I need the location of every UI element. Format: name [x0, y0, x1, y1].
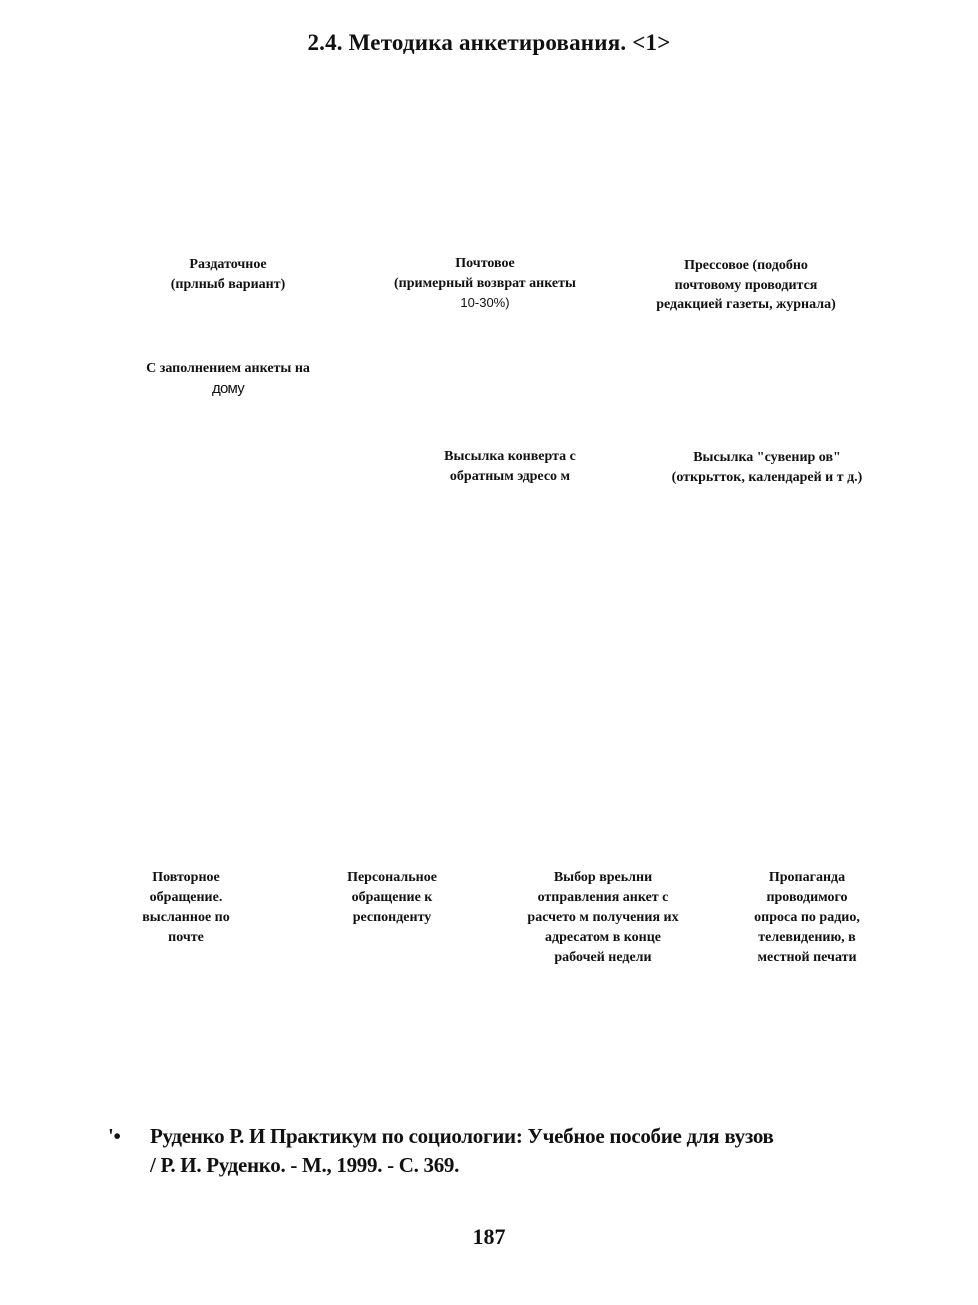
- node-press-line1: Прессовое (подобно: [684, 258, 808, 273]
- node-repeat-line1: Повторное: [152, 870, 220, 885]
- footnote-text: [150, 1122, 774, 1180]
- node-at-home: [118, 359, 338, 398]
- node-postal-line3: 10-30%): [460, 295, 510, 310]
- node-postal-line2: (примерный возврат анкеты: [394, 275, 576, 291]
- node-promotion-line3: опроса по радио,: [754, 910, 860, 925]
- node-at-home-line1: С заполнением анкеты на: [146, 361, 310, 376]
- node-press: [636, 256, 856, 315]
- node-promotion-line2: проводимого: [766, 890, 848, 905]
- node-promotion-line5: местной печати: [757, 950, 857, 965]
- node-repeat-line4: почте: [168, 930, 204, 945]
- node-timing-line2: отправления анкет с: [537, 890, 669, 905]
- node-postal: [372, 254, 598, 313]
- node-at-home-line2: дому: [212, 379, 244, 397]
- node-timing: [508, 868, 698, 968]
- node-personal-line3: респонденту: [352, 910, 432, 925]
- node-timing-line3: расчето м получения их: [527, 910, 679, 925]
- node-envelope-line1: Высылка конверта с: [444, 449, 576, 464]
- node-personal-line1: Персональное: [347, 870, 437, 885]
- footnote-line2: / Р. И. Руденко. - М., 1999. - С. 369.: [150, 1153, 460, 1177]
- node-timing-line5: рабочей недели: [554, 950, 652, 965]
- footnote-line1: Руденко Р. И Практикум по социологии: Учебное пособие для вузов: [150, 1124, 774, 1148]
- node-handout-line1: Раздаточное: [189, 257, 267, 272]
- node-handout-line2: (прлныб вариант): [170, 276, 286, 292]
- footnote: [108, 1122, 968, 1182]
- node-repeat: [116, 868, 256, 948]
- node-promotion-line1: Пропаганда: [768, 870, 846, 885]
- page-title: 2.4. Методика анкетирования. <1>: [307, 30, 671, 55]
- node-promotion: [732, 868, 882, 968]
- page-number: 187: [472, 1224, 506, 1249]
- node-handout: [128, 255, 328, 294]
- node-personal-line2: обращение к: [351, 890, 433, 905]
- node-postal-line1: Почтовое: [455, 256, 515, 271]
- node-repeat-line3: высланное по: [142, 910, 230, 925]
- node-press-line3: редакцией газеты, журнала): [656, 297, 836, 312]
- node-promotion-line4: телевидению, в: [758, 930, 856, 945]
- node-souvenirs-line1: Высылка "сувенир ов": [693, 450, 841, 465]
- node-repeat-line2: обращение.: [149, 890, 223, 905]
- node-souvenirs-line2: (открьтток, календарей и т д.): [671, 469, 863, 485]
- footnote-marker: '•: [108, 1124, 121, 1148]
- node-timing-line1: Выбор вреьлни: [553, 870, 653, 885]
- node-envelope: [400, 447, 620, 486]
- node-personal: [322, 868, 462, 928]
- node-souvenirs: [642, 448, 892, 487]
- node-envelope-line2: обратным эдресо м: [449, 468, 571, 484]
- node-timing-line4: адресатом в конце: [544, 930, 662, 945]
- node-press-line2: почтовому проводится: [674, 277, 818, 293]
